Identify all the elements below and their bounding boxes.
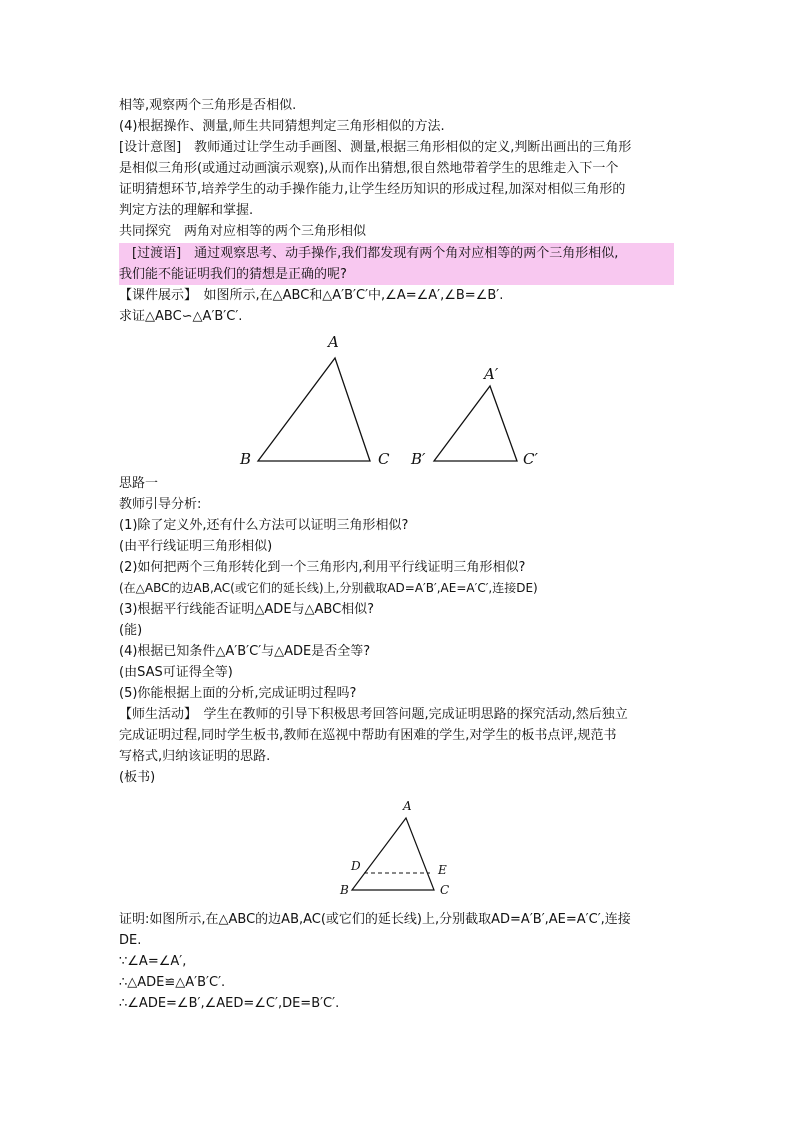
triangle-a-prime-b-prime-c-prime bbox=[434, 386, 517, 461]
analysis-line-5: (2)如何把两个三角形转化到一个三角形内,利用平行线证明三角形相似? bbox=[119, 560, 526, 575]
activity-line-4: (板书) bbox=[119, 770, 156, 785]
proof-line-1: 证明:如图所示,在△ABC的边AB,AC(或它们的延长线)上,分别截取AD=A′B′,AE=A′C′,连接 bbox=[119, 912, 631, 927]
proof-line-4: ∴△ADE≌△A′B′C′. bbox=[119, 975, 226, 990]
design-intent-line-3: 证明猜想环节,培养学生的动手操作能力,让学生经历知识的形成过程,加深对相似三角形的 bbox=[119, 182, 626, 197]
courseware-line-1: 【课件展示】 如图所示,在△ABC和△A′B′C′中,∠A=∠A′,∠B=∠B′. bbox=[119, 288, 504, 303]
similar-triangles-figure bbox=[230, 325, 560, 475]
activity-line-1: 【师生活动】 学生在教师的引导下积极思考回答问题,完成证明思路的探究活动,然后独立 bbox=[119, 707, 628, 722]
activity-line-2: 完成证明过程,同时学生板书,教师在巡视中帮助有困难的学生,对学生的板书点评,规范书 bbox=[119, 728, 617, 743]
triangle-abc-proof bbox=[352, 818, 434, 890]
label-b-prime: B′ bbox=[411, 450, 426, 468]
intro-line-1: 相等,观察两个三角形是否相似. bbox=[119, 98, 297, 113]
activity-line-3: 写格式,归纳该证明的思路. bbox=[119, 749, 271, 764]
proof-line-5: ∴∠ADE=∠B′,∠AED=∠C′,DE=B′C′. bbox=[119, 996, 340, 1011]
design-intent-line-4: 判定方法的理解和掌握. bbox=[119, 203, 254, 218]
analysis-line-7: (3)根据平行线能否证明△ADE与△ABC相似? bbox=[119, 602, 375, 617]
proof-line-2: DE. bbox=[119, 933, 142, 948]
design-intent-line-2: 是相似三角形(或通过动画演示观察),从而作出猜想,很自然地带着学生的思维走入下一个 bbox=[119, 161, 619, 176]
analysis-line-4: (由平行线证明三角形相似) bbox=[119, 539, 273, 554]
proof-label-c: C bbox=[440, 883, 450, 897]
analysis-line-6: (在△ABC的边AB,AC(或它们的延长线)上,分别截取AD=A′B′,AE=A′C′,连接DE) bbox=[119, 581, 538, 595]
label-c: C bbox=[378, 450, 390, 468]
proof-label-e: E bbox=[438, 863, 447, 877]
label-c-prime: C′ bbox=[523, 450, 538, 468]
analysis-line-11: (5)你能根据上面的分析,完成证明过程吗? bbox=[119, 686, 357, 701]
analysis-line-1: 思路一 bbox=[119, 476, 159, 491]
analysis-line-10: (由SAS可证得全等) bbox=[119, 665, 233, 680]
triangle-abc bbox=[258, 358, 370, 461]
label-a: A bbox=[328, 333, 339, 351]
proof-label-d: D bbox=[351, 859, 361, 873]
analysis-line-3: (1)除了定义外,还有什么方法可以证明三角形相似? bbox=[119, 518, 409, 533]
intro-line-2: (4)根据操作、测量,师生共同猜想判定三角形相似的方法. bbox=[119, 119, 445, 134]
proof-line-3: ∵∠A=∠A′, bbox=[119, 954, 187, 969]
proof-label-b: B bbox=[340, 883, 349, 897]
section-title: 共同探究 两角对应相等的两个三角形相似 bbox=[119, 224, 367, 239]
label-a-prime: A′ bbox=[484, 365, 499, 383]
transition-line-2: 我们能不能证明我们的猜想是正确的呢? bbox=[119, 267, 347, 282]
analysis-line-8: (能) bbox=[119, 623, 143, 638]
analysis-line-2: 教师引导分析: bbox=[119, 497, 202, 512]
courseware-line-2: 求证△ABC∽△A′B′C′. bbox=[119, 309, 243, 324]
analysis-line-9: (4)根据已知条件△A′B′C′与△ADE是否全等? bbox=[119, 644, 371, 659]
design-intent-line-1: [设计意图] 教师通过让学生动手画图、测量,根据三角形相似的定义,判断出画出的三角形 bbox=[119, 140, 632, 155]
proof-figure bbox=[330, 790, 460, 905]
transition-line-1: [过渡语] 通过观察思考、动手操作,我们都发现有两个角对应相等的两个三角形相似, bbox=[119, 246, 619, 261]
label-b: B bbox=[240, 450, 252, 468]
proof-label-a: A bbox=[403, 799, 412, 813]
